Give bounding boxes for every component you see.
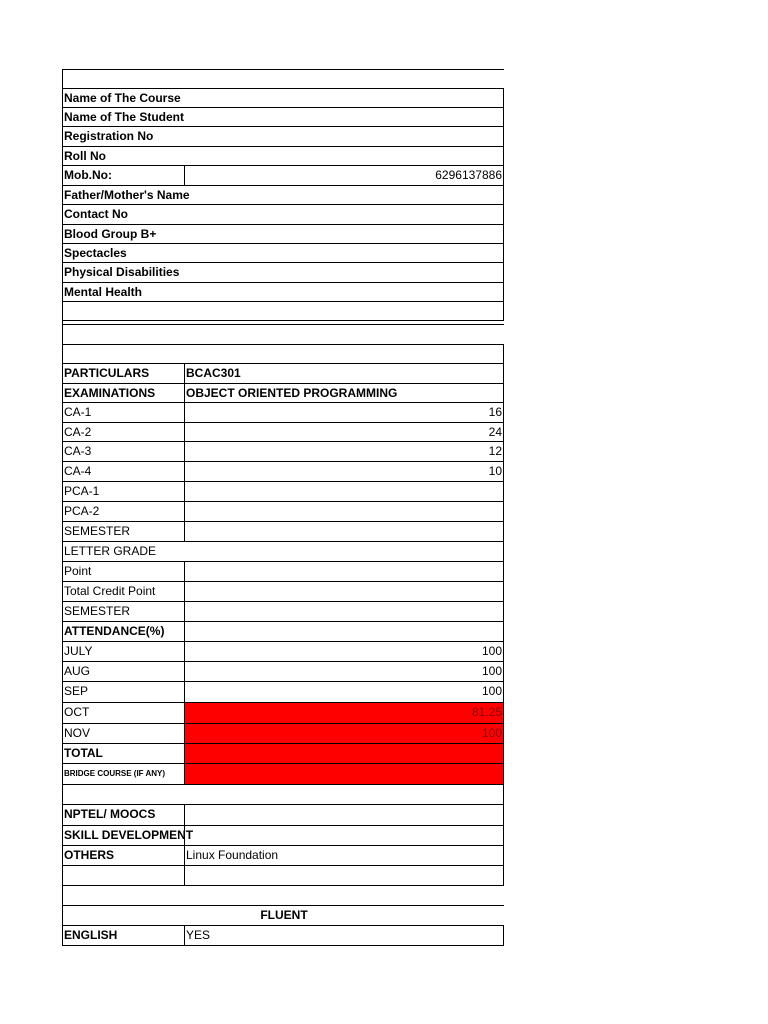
row-sep [62,682,504,703]
oct-value: 81.25 [184,703,503,723]
semester-value [184,522,503,541]
nov-label: NOV [64,726,91,740]
semester2-value [184,602,503,621]
ca2-value: 24 [184,423,503,441]
row-attendance-heading [62,622,504,642]
particulars-value: BCAC301 [184,364,503,383]
row-nptel [62,805,504,826]
row-course [62,89,504,108]
pca2-value [184,502,503,521]
row-blood [62,225,504,244]
total-label: TOTAL [64,746,103,760]
row-spectacles [62,244,504,263]
row-registration [62,127,504,147]
row-pca1 [62,482,504,502]
row-semester [62,522,504,542]
report-sheet [62,69,504,946]
point-label: Point [64,564,92,578]
sep-value: 100 [184,682,503,702]
pca2-label: PCA-2 [64,504,100,518]
attendance-heading-value [184,622,503,641]
row-contact [62,205,504,225]
aug-value: 100 [184,662,503,681]
row-ca4 [62,462,504,482]
total-value [184,744,503,763]
english-label: ENGLISH [64,928,118,942]
row-mob [62,166,504,186]
ca1-value: 16 [184,403,503,422]
nov-value: 100 [184,724,503,743]
examinations-value: OBJECT ORIENTED PROGRAMMING [184,384,503,402]
total-credit-label: Total Credit Point [64,584,156,598]
pca1-value [184,482,503,501]
july-label: JULY [64,644,93,658]
row-examinations [62,384,504,403]
skill-label: SKILL DEVELOPMENT [64,828,194,842]
row-bridge [62,764,504,785]
point-value [184,562,503,581]
row-ca1 [62,403,504,423]
row-total [62,744,504,764]
row-disabilities [62,263,504,283]
pca1-label: PCA-1 [64,484,100,498]
fluent-header: FLUENT [260,908,308,922]
skill-value [184,826,503,845]
row-ca3 [62,442,504,462]
row-july [62,642,504,662]
row-aug [62,662,504,682]
row-fluent-header [62,906,504,926]
others-label: OTHERS [64,848,115,862]
blank-row [62,886,504,906]
row-others [62,846,504,866]
bridge-label: BRIDGE COURSE (IF ANY) [64,769,166,778]
mental-label: Mental Health [64,285,143,299]
semester2-label: SEMESTER [64,604,131,618]
nptel-label: NPTEL/ MOOCS [64,807,156,821]
english-value: YES [184,926,503,945]
row-roll [62,147,504,166]
roll-label: Roll No [64,149,106,163]
blank-row [62,325,504,345]
row-oct [62,703,504,724]
row-particulars [62,364,504,384]
disabilities-label: Physical Disabilities [64,265,180,279]
nptel-value [184,805,503,825]
contact-label: Contact No [64,207,128,221]
blood-label: Blood Group B+ [64,227,157,241]
row-total-credit [62,582,504,602]
row-point [62,562,504,582]
oct-label: OCT [64,705,90,719]
row-student [62,108,504,127]
course-label: Name of The Course [64,91,181,105]
blank-row [62,785,504,805]
aug-label: AUG [64,664,91,678]
student-label: Name of The Student [64,110,185,124]
semester-label: SEMESTER [64,524,131,538]
letter-grade-label: LETTER GRADE [64,544,157,558]
bridge-value [184,764,503,784]
spectacles-label: Spectacles [64,246,127,260]
total-credit-value [184,582,503,601]
others-value: Linux Foundation [184,846,503,865]
row-others-extra [62,866,504,886]
parent-label: Father/Mother's Name [64,188,190,202]
mob-label: Mob.No: [64,168,112,182]
sep-label: SEP [64,684,89,698]
blank-row [62,345,504,364]
mob-value: 6296137886 [184,166,503,185]
row-pca2 [62,502,504,522]
attendance-heading: ATTENDANCE(%) [64,624,165,638]
row-english [62,926,504,946]
row-mental [62,283,504,302]
ca2-label: CA-2 [64,425,92,439]
ca3-label: CA-3 [64,444,92,458]
examinations-label: EXAMINATIONS [64,386,156,400]
others-extra-label [63,866,184,885]
others-extra-value [184,866,503,885]
blank-header-row [62,69,504,89]
ca3-value: 12 [184,442,503,461]
row-semester-2 [62,602,504,622]
row-nov [62,724,504,744]
row-skill [62,826,504,846]
particulars-label: PARTICULARS [64,366,150,380]
july-value: 100 [184,642,503,661]
ca4-label: CA-4 [64,464,92,478]
row-parent [62,186,504,205]
registration-label: Registration No [64,129,154,143]
row-ca2 [62,423,504,442]
ca1-label: CA-1 [64,405,92,419]
ca4-value: 10 [184,462,503,481]
row-letter-grade [62,542,504,562]
blank-row [62,302,504,321]
